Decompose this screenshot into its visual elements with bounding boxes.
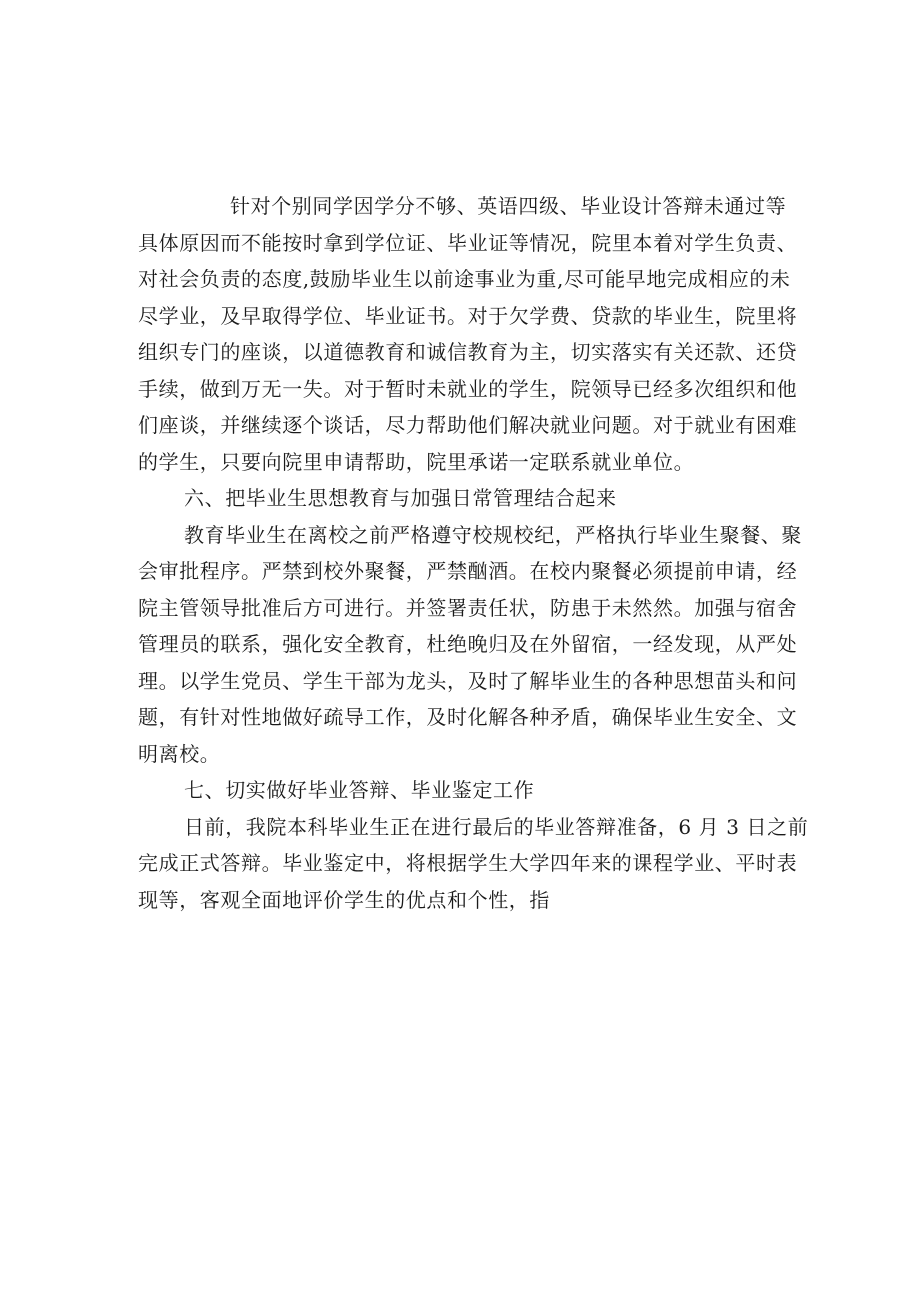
text-line: 针对个别同学因学分不够、英语四级、毕业设计答辩未通过等: [230, 194, 787, 218]
text-line: 院主管领导批准后方可进行。并签署责任状，防患于未然然。加强与宿舍: [138, 595, 798, 620]
text-line: 具体原因而不能按时拿到学位证、毕业证等情况，院里本着对学生负责、: [138, 230, 798, 255]
paragraph-defense-appraisal: [138, 809, 809, 919]
text-line: 日前，我院本科毕业生正在进行最后的毕业答辩准备，6 月 3 日之前: [184, 814, 809, 839]
text-line: 完成正式答辩。毕业鉴定中，将根据学生大学四年来的课程学业、平时表: [138, 851, 798, 875]
text-line: 明离校。: [138, 741, 221, 766]
text-line: 理。以学生党员、学生干部为龙头，及时了解毕业生的各种思想苗头和问: [138, 668, 798, 693]
text-line: 组织专门的座谈，以道德教育和诚信教育为主，切实落实有关还款、还贷: [138, 340, 798, 364]
text-line: 尽学业，及早取得学位、毕业证书。对于欠学费、贷款的毕业生，院里将: [138, 303, 798, 328]
section-heading-6: 六、把毕业生思想教育与加强日常管理结合起来: [184, 486, 617, 510]
text-line: 们座谈，并继续逐个谈话，尽力帮助他们解决就业问题。对于就业有困难: [138, 413, 798, 437]
text-line: 管理员的联系，强化安全教育，杜绝晚归及在外留宿，一经发现，从严处: [138, 632, 798, 656]
text-line: 的学生，只要向院里申请帮助，院里承诺一定联系就业单位。: [138, 449, 695, 474]
paragraph-daily-management: [138, 517, 802, 773]
text-line: 现等，客观全面地评价学生的优点和个性，指: [138, 887, 550, 912]
text-line: 手续，做到万无一失。对于暂时未就业的学生，院领导已经多次组织和他: [138, 376, 798, 401]
text-line: 教育毕业生在离校之前严格遵守校规校纪，严格执行毕业生聚餐、聚: [184, 522, 802, 547]
text-line: 会审批程序。严禁到校外聚餐，严禁酗酒。在校内聚餐必须提前申请，经: [138, 559, 798, 583]
text-line: 题，有针对性地做好疏导工作，及时化解各种矛盾，确保毕业生安全、文: [138, 705, 798, 729]
paragraph-graduation-issues: [138, 188, 798, 480]
document-body: [138, 188, 809, 918]
section-heading-7: 七、切实做好毕业答辩、毕业鉴定工作: [184, 778, 535, 802]
text-line: 对社会负责的态度,鼓励毕业生以前途事业为重,尽可能早地完成相应的未: [138, 267, 791, 291]
